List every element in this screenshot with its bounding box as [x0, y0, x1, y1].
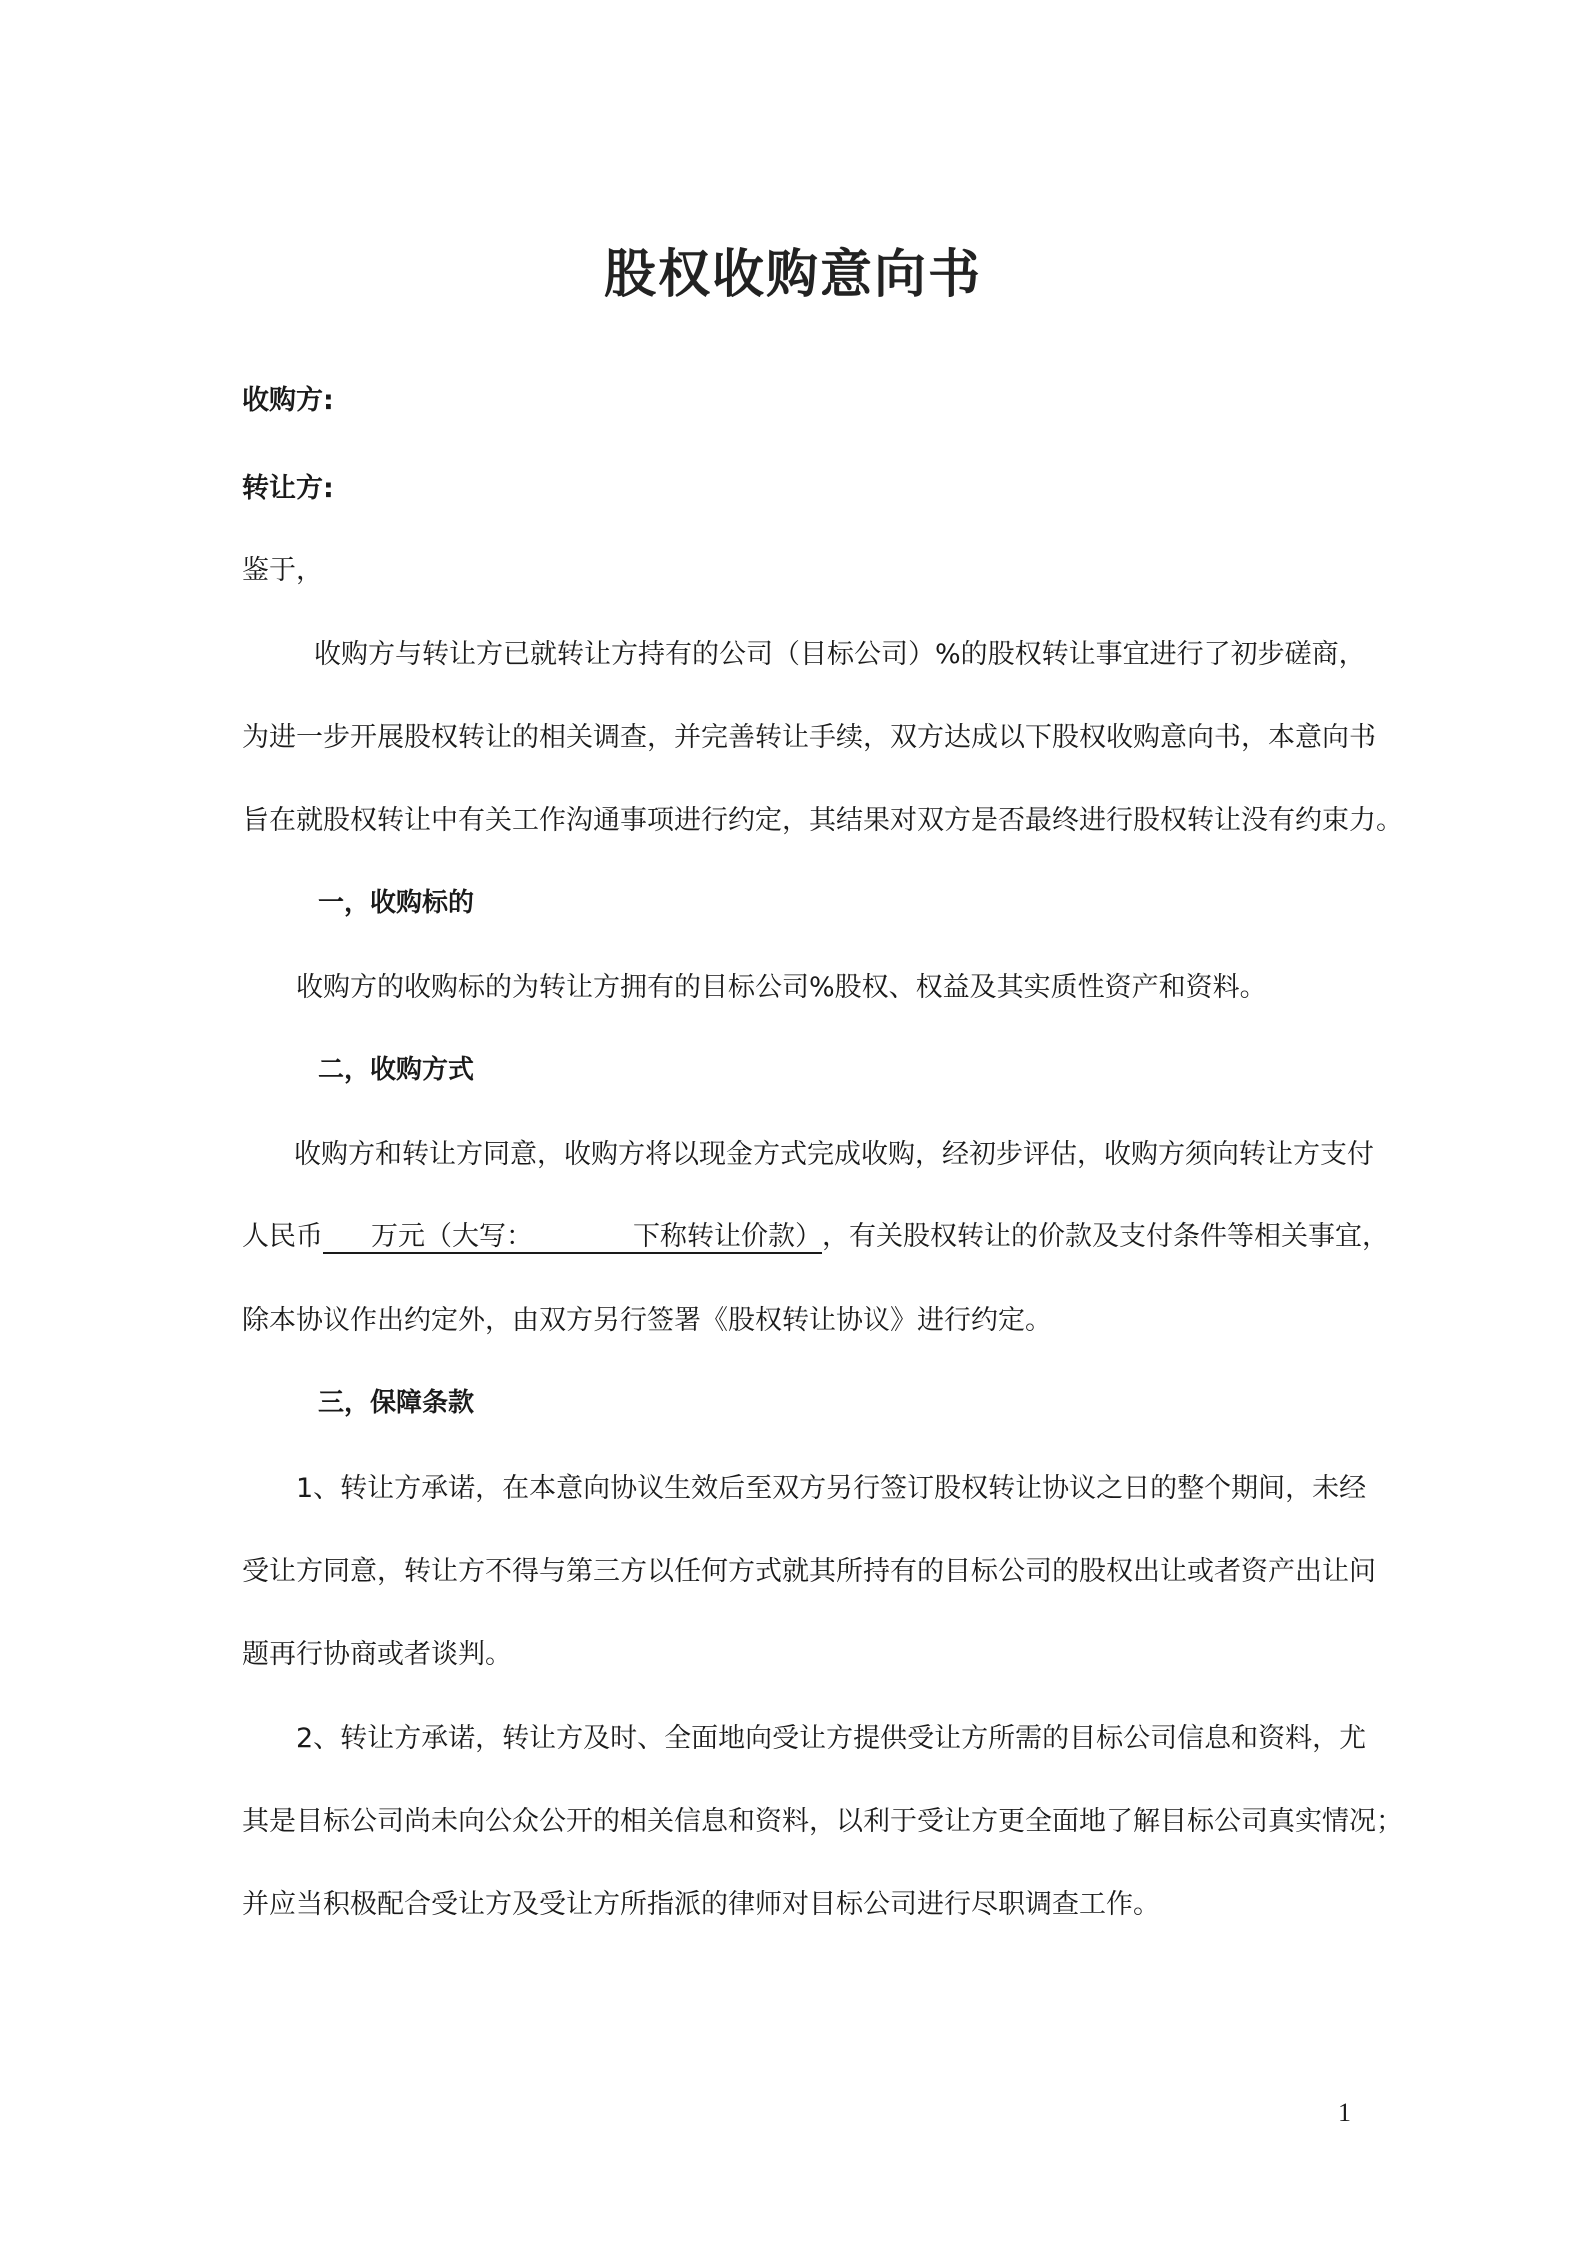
- price-suffix-text: ，有关股权转让的价款及支付条件等相关事宜，: [822, 1221, 1389, 1252]
- clause-2-line-3: 并应当积极配合受让方及受让方所指派的律师对目标公司进行尽职调查工作。: [242, 1889, 1160, 1920]
- section-2-line-2: [242, 1214, 1389, 1254]
- clause-1-line-2: 受让方同意，转让方不得与第三方以任何方式就其所持有的目标公司的股权出让或者资产出让问: [242, 1556, 1376, 1587]
- section-2-line-1: 收购方和转让方同意，收购方将以现金方式完成收购，经初步评估，收购方须向转让方支付: [294, 1139, 1374, 1170]
- clause-2-line-1: 2、转让方承诺，转让方及时、全面地向受让方提供受让方所需的目标公司信息和资料，尤: [296, 1723, 1367, 1754]
- whereas-text: 鉴于，: [242, 555, 323, 586]
- intro-line-3: 旨在就股权转让中有关工作沟通事项进行约定，其结果对双方是否最终进行股权转让没有约束力。: [242, 805, 1403, 836]
- price-amount-field: [323, 1221, 822, 1254]
- clause-1-line-3: 题再行协商或者谈判。: [242, 1639, 512, 1670]
- price-term-text: 下称转让价款）: [633, 1221, 822, 1252]
- section-1-text: 收购方的收购标的为转让方拥有的目标公司%股权、权益及其实质性资产和资料。: [296, 972, 1267, 1003]
- intro-line-1: 收购方与转让方已就转让方持有的公司（目标公司）%的股权转让事宜进行了初步磋商，: [314, 639, 1366, 670]
- document-title: 股权收购意向书: [603, 245, 982, 305]
- intro-line-2: 为进一步开展股权转让的相关调查，并完善转让手续，双方达成以下股权收购意向书，本意向书: [242, 722, 1376, 753]
- section-2-heading: 二，收购方式: [318, 1055, 475, 1085]
- acquirer-label: 收购方:: [242, 385, 334, 416]
- currency-label: 人民币: [242, 1221, 323, 1252]
- clause-2-line-2: 其是目标公司尚未向公众公开的相关信息和资料，以利于受让方更全面地了解目标公司真实情况；: [242, 1806, 1403, 1837]
- clause-1-line-1: 1、转让方承诺，在本意向协议生效后至双方另行签订股权转让协议之日的整个期间，未经: [296, 1473, 1367, 1504]
- section-3-heading: 三，保障条款: [318, 1388, 475, 1418]
- page-number: 1: [1338, 2098, 1351, 2127]
- transferor-label: 转让方:: [242, 473, 334, 504]
- section-1-heading: 一，收购标的: [318, 888, 475, 918]
- price-amount-text: 万元（大写：: [371, 1221, 533, 1252]
- section-2-line-3: 除本协议作出约定外，由双方另行签署《股权转让协议》进行约定。: [242, 1305, 1052, 1336]
